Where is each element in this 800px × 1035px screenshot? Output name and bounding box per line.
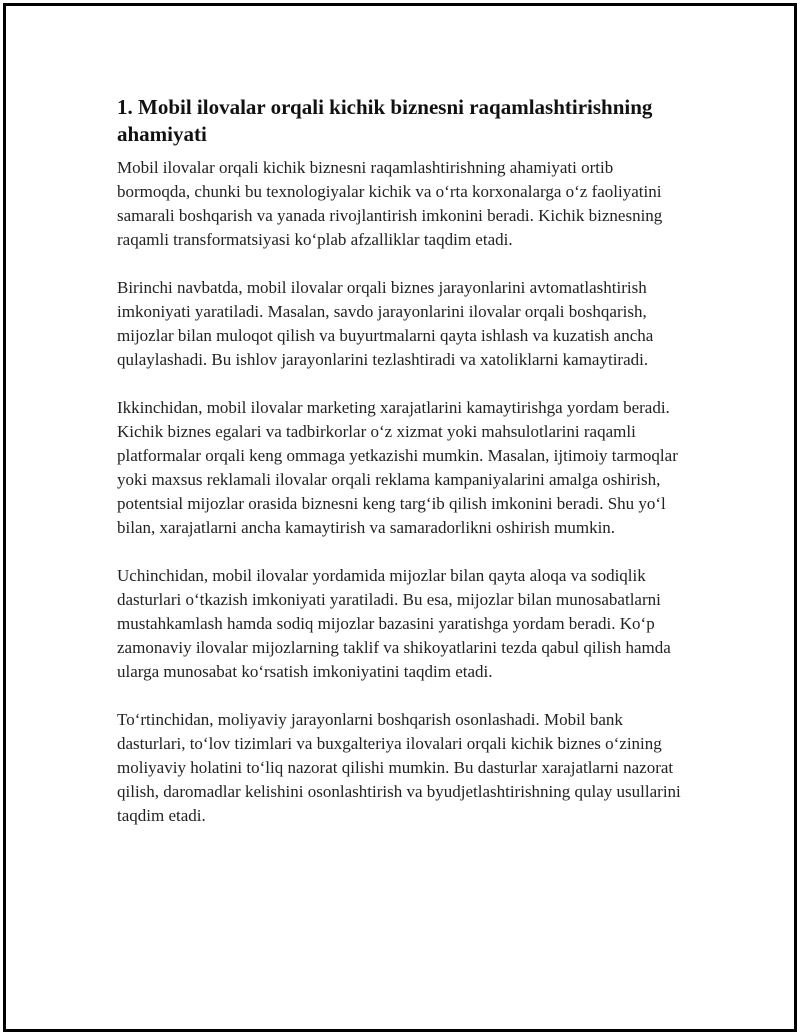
- paragraph-second: Ikkinchidan, mobil ilovalar marketing xarajatlarini kamaytirishga yordam beradi. Kichik biznes egalari va tadbirkorlar o‘z xizmat yoki mahsulotlarini raqamli platformalar orqali keng ommaga yetkazishi mumkin. Masalan, ijtimoiy tarmoqlar yoki maxsus reklamali ilovalar orqali reklama kampaniyalarini amalga oshirish, potentsial mijozlar orasida biznesni keng targ‘ib qilish imkonini beradi. Shu yo‘l bilan, xarajatlarni ancha kamaytirish va samaradorlikni oshirish mumkin.: [117, 398, 678, 537]
- paragraph-fourth: To‘rtinchidan, moliyaviy jarayonlarni boshqarish osonlashadi. Mobil bank dasturlari, to‘lov tizimlari va buxgalteriya ilovalari orqali kichik biznes o‘zining moliyaviy holatini to‘liq nazorat qilishi mumkin. Bu dasturlar xarajatlarni nazorat qilish, daromadlar kelishini osonlashtirish va byudjetlashtirishning qulay usullarini taqdim etadi.: [117, 710, 681, 825]
- document-body: [117, 94, 687, 852]
- paragraph-first: Birinchi navbatda, mobil ilovalar orqali biznes jarayonlarini avtomatlashtirish imkoniyati yaratiladi. Masalan, savdo jarayonlarini ilovalar orqali boshqarish, mijozlar bilan muloqot qilish va buyurtmalarni qayta ishlash va kuzatish ancha qulaylashadi. Bu ishlov jarayonlarini tezlashtiradi va xatoliklarni kamaytiradi.: [117, 278, 654, 369]
- section-heading: 1. Mobil ilovalar orqali kichik biznesni raqamlashtirishning ahamiyati: [117, 95, 653, 146]
- paragraph-third: Uchinchidan, mobil ilovalar yordamida mijozlar bilan qayta aloqa va sodiqlik dasturlari o‘tkazish imkoniyati yaratiladi. Bu esa, mijozlar bilan munosabatlarni mustahkamlash hamda sodiq mijozlar bazasini yaratishga yordam beradi. Ko‘p zamonaviy ilovalar mijozlarning taklif va shikoyatlarini tezda qabul qilish hamda ularga munosabat ko‘rsatish imkoniyatini taqdim etadi.: [117, 566, 671, 681]
- paragraph-intro: Mobil ilovalar orqali kichik biznesni raqamlashtirishning ahamiyati ortib bormoqda, chunki bu texnologiyalar kichik va o‘rta korxonalarga o‘z faoliyatini samarali boshqarish va yanada rivojlantirish imkonini beradi. Kichik biznesning raqamli transformatsiyasi ko‘plab afzalliklar taqdim etadi.: [117, 158, 663, 249]
